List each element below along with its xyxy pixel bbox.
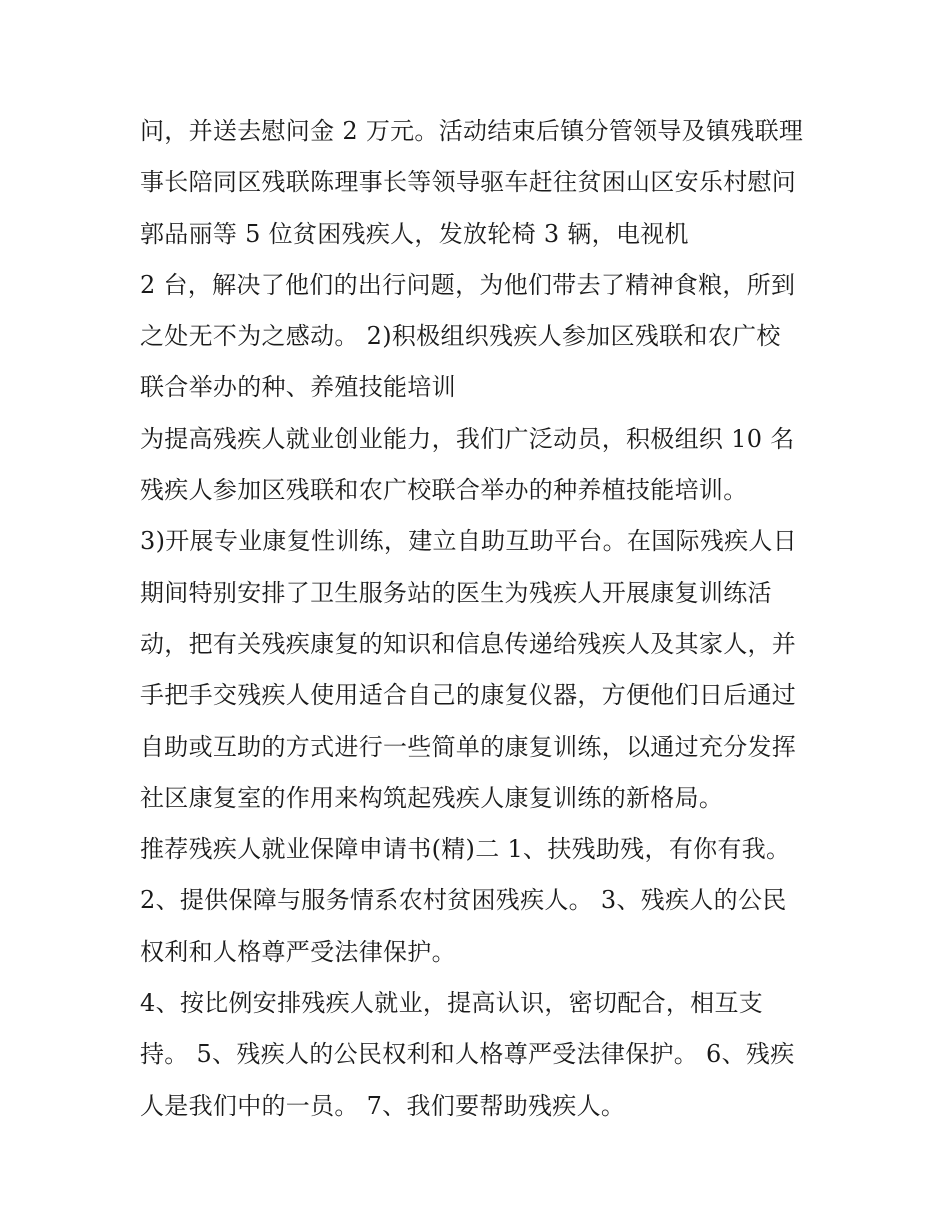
text-line: 残疾人参加区残联和农广校联合举办的种养植技能培训。 xyxy=(140,476,748,505)
document-body xyxy=(140,106,820,1132)
text-line: 4、按比例安排残疾人就业，提高认识，密切配合，相互支 xyxy=(140,989,764,1018)
text-line: 动，把有关残疾康复的知识和信息传递给残疾人及其家人，并 xyxy=(140,629,797,658)
text-line: 社区康复室的作用来构筑起残疾人康复训练的新格局。 xyxy=(140,783,724,812)
text-line: 3)开展专业康复性训练，建立自助互助平台。在国际残疾人日 xyxy=(140,527,798,556)
text-line: 持。 5、残疾人的公民权利和人格尊严受法律保护。 6、残疾 xyxy=(140,1040,795,1069)
text-line: 事长陪同区残联陈理事长等领导驱车赶往贫困山区安乐村慰问 xyxy=(140,168,797,197)
text-line: 2、提供保障与服务情系农村贫困残疾人。 3、残疾人的公民 xyxy=(140,886,787,915)
text-line: 权利和人格尊严受法律保护。 xyxy=(140,937,456,966)
text-line: 2 台，解决了他们的出行问题，为他们带去了精神食粮，所到 xyxy=(140,270,796,299)
text-line: 自助或互助的方式进行一些简单的康复训练，以通过充分发挥 xyxy=(140,732,797,761)
text-line: 推荐残疾人就业保障申请书(精)二 1、扶残助残，有你有我。 xyxy=(140,835,791,864)
text-line: 期间特别安排了卫生服务站的医生为残疾人开展康复训练活 xyxy=(140,578,772,607)
text-line: 手把手交残疾人使用适合自己的康复仪器，方便他们日后通过 xyxy=(140,681,797,710)
text-line: 为提高残疾人就业创业能力，我们广泛动员，积极组织 10 名 xyxy=(140,424,795,453)
text-line: 联合举办的种、养殖技能培训 xyxy=(140,373,456,402)
text-line: 郭品丽等 5 位贫困残疾人，发放轮椅 3 辆，电视机 xyxy=(140,219,689,248)
text-line: 问，并送去慰问金 2 万元。活动结束后镇分管领导及镇残联理 xyxy=(140,117,804,145)
text-line: 之处无不为之感动。 2)积极组织残疾人参加区残联和农广校 xyxy=(140,322,781,351)
text-line: 人是我们中的一员。 7、我们要帮助残疾人。 xyxy=(140,1091,626,1120)
